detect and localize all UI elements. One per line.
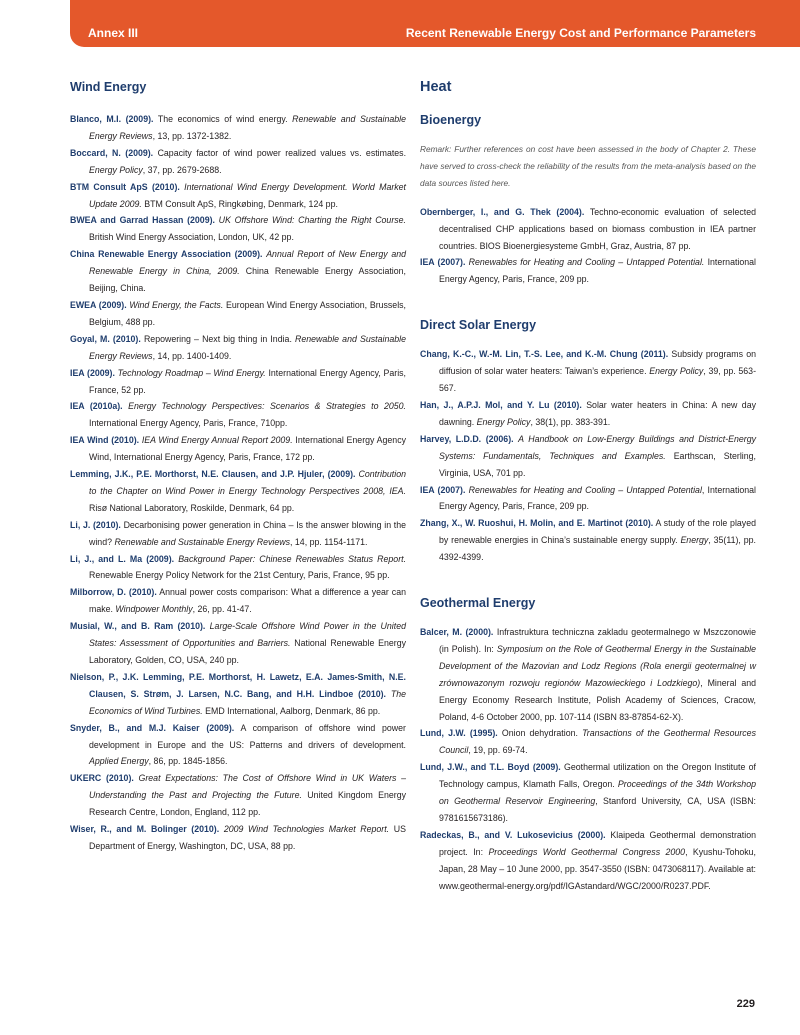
reference-title: Renewables for Heating and Cooling – Untapped Potential <box>468 484 702 495</box>
reference-entry <box>420 254 756 288</box>
reference-details: United Kingdom Energy Research Centre, London, England, 112 pp. <box>89 790 406 818</box>
bioenergy-reference-list <box>420 204 756 289</box>
reference-title: Renewables for Heating and Cooling – Untapped Potential. <box>468 257 705 268</box>
reference-text: Decarbonising power generation in China – Is the answer blowing in the wind? <box>89 519 407 547</box>
reference-details: International Energy Agency, Paris, France, 710pp. <box>89 418 288 429</box>
reference-details: , 26, pp. 41-47. <box>192 604 252 615</box>
reference-details: , 39, pp. 563-567. <box>439 366 756 394</box>
reference-title: Contribution to the Chapter on Wind Power in Energy Technology Perspectives 2008, IEA. <box>89 469 406 496</box>
reference-entry <box>70 297 406 331</box>
reference-author: Radeckas, B., and V. Lukosevicius (2000). <box>420 829 606 840</box>
reference-author: Zhang, X., W. Ruoshui, H. Molin, and E. Martinot (2010). <box>420 518 654 529</box>
reference-title: International Wind Energy Development. World Market Update 2009. <box>89 181 406 209</box>
reference-entry <box>70 584 406 618</box>
reference-entry <box>70 212 406 246</box>
remark-note <box>420 141 756 192</box>
reference-title: Great Expectations: The Cost of Offshore Wind in UK Waters – Understanding the Past and Projecting the Future. <box>89 773 406 801</box>
reference-details: Renewable Energy Policy Network for the 21st Century, Paris, France, 95 pp. <box>89 570 390 581</box>
reference-entry <box>70 821 406 855</box>
reference-title: Proceedings of the 34th Workshop on Geothermal Reservoir Engineering <box>439 779 756 807</box>
reference-title: Annual Report of New Energy and Renewable Energy in China, 2009. <box>89 249 407 277</box>
reference-title: Applied Energy <box>89 756 149 767</box>
remark-label: Remark: <box>420 144 452 154</box>
reference-text: A study of the role played by renewable energies in China’s sustainable energy supply. <box>439 518 756 546</box>
reference-author: IEA (2010a). <box>70 401 123 412</box>
reference-entry <box>420 624 756 725</box>
reference-details: , 86, pp. 1845-1856. <box>148 756 228 767</box>
reference-text: The economics of wind energy. <box>157 114 288 124</box>
reference-title: Energy <box>680 535 709 546</box>
reference-entry <box>70 618 406 669</box>
subsection-heading-solar: Direct Solar Energy <box>420 318 537 333</box>
reference-author: Obernberger, I., and G. Thek (2004). <box>420 206 585 217</box>
reference-title: Symposium on the Role of Geothermal Energy in the Sustainable Development of the Mazovian and Lodz Regions (Rola energii geotermalnej w zrównowazonym rozwoju regionów Mazowieckiego i Lodzkiego) <box>439 643 756 688</box>
reference-author: IEA (2007). <box>420 484 466 495</box>
reference-details: , 14, pp. 1154-1171. <box>290 536 368 547</box>
reference-author: Nielson, P., J.K. Lemming, P.E. Morthorst, H. Lawetz, E.A. James-Smith, N.E. Clausen, S. Strøm, J. Larsen, N.C. Bang, and H.H. Lindboe (2010). <box>70 671 406 699</box>
reference-title: Energy Policy <box>649 366 704 377</box>
reference-title: 2009 Wind Technologies Market Report. <box>223 824 390 835</box>
reference-entry <box>70 551 406 585</box>
reference-entry <box>420 515 756 566</box>
reference-author: IEA (2007). <box>420 257 466 268</box>
reference-title: Wind Energy, the Facts. <box>129 299 224 310</box>
reference-author: Lemming, J.K., P.E. Morthorst, N.E. Clausen, and J.P. Hjuler, (2009). <box>70 469 356 480</box>
reference-title: IEA Wind Energy Annual Report 2009. <box>141 435 293 446</box>
reference-author: Goyal, M. (2010). <box>70 333 141 344</box>
reference-title: Renewable and Sustainable Energy Reviews <box>114 536 291 547</box>
reference-details: , Kyushu-Tohoku, Japan, 28 May – 10 June 2000, pp. 3547-3550 (ISBN: 0473068117). Available at: www.geothermal-energy.org/pdf/IGAstandard/WGC/2000/R0237.PDF. <box>439 846 756 891</box>
reference-text: Solar water heaters in China: A new day dawning. <box>439 399 756 427</box>
reference-author: Li, J., and L. Ma (2009). <box>70 553 175 564</box>
reference-details: International Energy Agency, Paris, France, 52 pp. <box>89 367 406 395</box>
reference-title: A Handbook on Low-Energy Buildings and District-Energy Systems: Fundamentals, Techniques and Examples. <box>439 433 756 461</box>
reference-title: Renewable and Sustainable Energy Reviews <box>89 114 406 141</box>
reference-author: IEA (2009). <box>70 367 115 378</box>
geothermal-reference-list <box>420 624 756 895</box>
reference-entry <box>70 466 406 517</box>
subsection-heading-geothermal: Geothermal Energy <box>420 596 536 611</box>
reference-author: Chang, K.-C., W.-M. Lin, T.-S. Lee, and K.-M. Chung (2011). <box>420 349 669 360</box>
reference-entry <box>420 397 756 431</box>
reference-text: Annual power costs comparison: What a difference a year can make. <box>89 587 406 615</box>
reference-details: EMD International, Aalborg, Denmark, 86 pp. <box>205 705 381 716</box>
reference-details: International Energy Agency Wind, International Energy Agency, Paris, France, 172 pp. <box>89 435 406 463</box>
reference-details: , 13, pp. 1372-1382. <box>152 130 232 141</box>
reference-entry <box>420 482 756 516</box>
reference-author: Boccard, N. (2009). <box>70 147 154 158</box>
reference-author: China Renewable Energy Association (2009). <box>70 249 263 260</box>
reference-author: Lund, J.W., and T.L. Boyd (2009). <box>420 762 561 773</box>
reference-details: US Department of Energy, Washington, DC, USA, 88 pp. <box>89 824 407 851</box>
reference-title: Transactions of the Geothermal Resources Council <box>439 728 756 756</box>
reference-title: The Economics of Wind Turbines. <box>89 688 406 716</box>
reference-author: IEA Wind (2010). <box>70 435 140 446</box>
reference-entry <box>70 246 406 297</box>
reference-text: Klaipeda Geothermal demonstration project. In: <box>439 829 756 857</box>
reference-details: National Renewable Energy Laboratory, Golden, CO, USA, 240 pp. <box>89 638 406 665</box>
reference-details: , 37, pp. 2679-2688. <box>142 164 222 175</box>
reference-details: , International Energy Agency, Paris, France, 209 pp. <box>439 484 756 512</box>
annex-label: Annex III <box>88 26 139 40</box>
reference-details: , 38(1), pp. 383-391. <box>530 416 611 427</box>
reference-author: Wiser, R., and M. Bolinger (2010). <box>70 824 220 835</box>
header-title: Recent Renewable Energy Cost and Performance Parameters <box>405 26 756 40</box>
reference-details: , Stanford University, CA, USA (ISBN: 9781615673186). <box>439 796 756 823</box>
reference-details: , 14, pp. 1400-1409. <box>152 350 232 361</box>
reference-title: Proceedings World Geothermal Congress 2000 <box>488 846 686 857</box>
reference-author: BWEA and Garrad Hassan (2009). <box>70 215 215 226</box>
reference-author: Blanco, M.I. (2009). <box>70 114 154 124</box>
reference-entry <box>70 145 406 179</box>
reference-details: Risø National Laboratory, Roskilde, Denmark, 64 pp. <box>89 502 295 513</box>
reference-entry <box>70 432 406 466</box>
reference-details: , Mineral and Energy Economy Research Institute, Polish Academy of Sciences, Cracow, Poland, 4-6 October 2000, pp. 107-114 (ISBN 83-87854-62-X). <box>439 677 757 722</box>
page-header-bar <box>70 0 800 47</box>
reference-author: Li, J. (2010). <box>70 519 121 530</box>
reference-entry <box>420 431 756 482</box>
reference-author: Lund, J.W. (1995). <box>420 728 498 739</box>
reference-author: Musial, W., and B. Ram (2010). <box>70 621 206 632</box>
reference-text: Infrastruktura techniczna zakladu geotermalnego w Mszczonowie (in Polish). In: <box>439 627 757 654</box>
reference-entry <box>70 669 406 720</box>
reference-title: Renewable and Sustainable Energy Reviews <box>89 333 406 361</box>
reference-author: Snyder, B., and M.J. Kaiser (2009). <box>70 722 235 733</box>
reference-author: Han, J., A.P.J. Mol, and Y. Lu (2010). <box>420 399 582 410</box>
reference-entry <box>70 331 406 365</box>
right-column <box>420 78 756 895</box>
remark-text: Further references on cost have been assessed in the body of Chapter 2. These have served to cross-check the reliability of the results from the meta-analysis based on the data sources listed here. <box>420 144 756 188</box>
reference-text: Repowering – Next big thing in India. <box>143 333 292 344</box>
reference-details: European Wind Energy Association, Brussels, Belgium, 488 pp. <box>89 299 406 327</box>
reference-details: British Wind Energy Association, London, UK, 42 pp. <box>89 232 294 243</box>
reference-entry <box>420 827 756 895</box>
reference-entry <box>420 725 756 759</box>
reference-title: Windpower Monthly <box>115 604 193 615</box>
reference-title: UK Offshore Wind: Charting the Right Course. <box>218 215 406 226</box>
reference-author: Milborrow, D. (2010). <box>70 587 157 598</box>
reference-text: Geothermal utilization on the Oregon Institute of Technology campus, Klamath Falls, Oregon. <box>439 762 756 790</box>
reference-entry <box>70 365 406 399</box>
section-heading-heat: Heat <box>420 79 452 95</box>
reference-text: Onion dehydration. <box>501 728 578 739</box>
reference-title: Energy Policy <box>89 164 143 175</box>
reference-entry <box>70 770 406 821</box>
reference-text: A comparison of offshore wind power development in Europe and the US: Patterns and drivers of development. <box>89 722 406 750</box>
reference-text: Techno-economic evaluation of selected decentralised CHP applications based on biomass combustion in IEA partner countries. BIOS Bioenergiesysteme GmbH, Graz, Austria, 87 pp. <box>439 206 756 251</box>
reference-entry <box>420 204 756 255</box>
reference-author: Balcer, M. (2000). <box>420 627 494 638</box>
reference-author: Harvey, L.D.D. (2006). <box>420 433 514 444</box>
reference-entry <box>420 759 756 827</box>
reference-entry <box>70 111 406 145</box>
reference-details: China Renewable Energy Association, Beijing, China. <box>89 266 406 294</box>
reference-text: Capacity factor of wind power realized values vs. estimates. <box>157 147 407 158</box>
reference-title: Energy Technology Perspectives: Scenarios & Strategies to 2050. <box>128 401 407 412</box>
reference-title: Technology Roadmap – Wind Energy. <box>117 367 266 378</box>
section-heading-wind: Wind Energy <box>70 80 147 94</box>
reference-entry <box>70 517 406 551</box>
page-number: 229 <box>736 998 755 1010</box>
reference-details: BTM Consult ApS, Ringkøbing, Denmark, 124 pp. <box>144 198 338 209</box>
reference-entry <box>420 346 756 397</box>
reference-details: , 35(11), pp. 4392-4399. <box>439 535 756 563</box>
reference-author: BTM Consult ApS (2010). <box>70 181 180 192</box>
left-column <box>70 78 406 855</box>
reference-title: Energy Policy <box>476 416 531 427</box>
reference-details: Earthscan, Sterling, Virginia, USA, 701 pp. <box>439 450 756 478</box>
reference-text: Subsidy programs on diffusion of solar water heaters: Taiwan’s experience. <box>439 349 756 377</box>
reference-details: , 19, pp. 69-74. <box>468 745 528 756</box>
solar-reference-list <box>420 346 756 566</box>
reference-entry <box>70 398 406 432</box>
wind-reference-list <box>70 111 406 855</box>
reference-title: Background Paper: Chinese Renewables Status Report. <box>178 553 407 564</box>
reference-details: International Energy Agency, Paris, France, 209 pp. <box>439 257 756 285</box>
reference-author: UKERC (2010). <box>70 773 134 784</box>
reference-title: Large-Scale Offshore Wind Power in the United States: Assessment of Opportunities and Barriers. <box>89 621 406 649</box>
reference-entry <box>70 179 406 213</box>
reference-author: EWEA (2009). <box>70 299 127 310</box>
subsection-heading-bioenergy: Bioenergy <box>420 113 482 127</box>
reference-entry <box>70 720 406 771</box>
